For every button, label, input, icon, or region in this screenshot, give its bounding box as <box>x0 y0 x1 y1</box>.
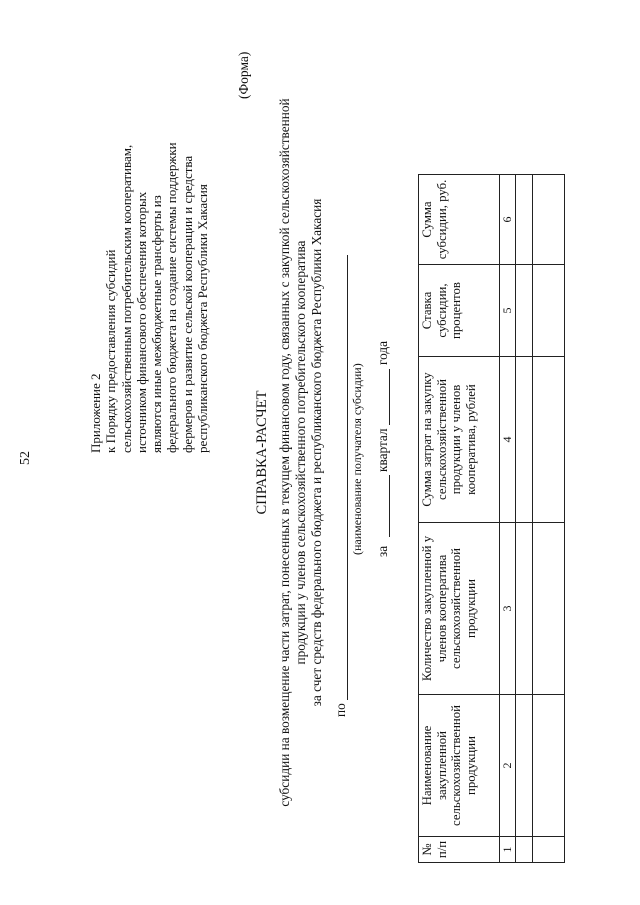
table-cell[interactable] <box>516 523 533 695</box>
header-cell: Сумма затрат на закупку сельскохозяйственной продукции у членов кооператива, рублей <box>419 357 500 523</box>
table-cell[interactable] <box>516 695 533 837</box>
appendix-line: республиканского бюджета Республики Хакасия <box>195 184 211 453</box>
table-header-row <box>419 175 500 863</box>
table-cell[interactable] <box>516 357 533 523</box>
table-cell[interactable] <box>533 523 565 695</box>
column-number: 5 <box>500 265 516 357</box>
page-number: 52 <box>18 451 33 465</box>
period-prefix: за <box>375 545 390 557</box>
recipient-caption: (наименование получателя субсидии) <box>350 363 364 555</box>
column-number: 2 <box>500 695 516 837</box>
form-label: (Форма) <box>236 51 251 99</box>
table-row <box>516 175 533 863</box>
table-number-row <box>500 175 516 863</box>
subtitle-line: продукции у членов сельскохозяйственного потребительского кооператива <box>293 240 308 665</box>
subtitle-line: за счет средств федерального бюджета и республиканского бюджета Республики Хакасия <box>309 198 324 707</box>
appendix-line: являются иные межбюджетные трансферты из <box>149 195 165 453</box>
column-number: 6 <box>500 175 516 265</box>
header-cell: Количество закупленной у членов кооператива сельскохозяйственной продукции <box>419 523 500 695</box>
column-number: 3 <box>500 523 516 695</box>
appendix-line: федерального бюджета на создание системы поддержки <box>164 142 180 453</box>
appendix-line: источником финансового обеспечения которых <box>133 191 149 453</box>
recipient-prefix: по <box>333 703 348 717</box>
appendix-line: сельскохозяйственным потребительским кооперативам, <box>118 144 134 453</box>
column-number: 4 <box>500 357 516 523</box>
header-cell: Наименование закупленной сельскохозяйственной продукции <box>419 695 500 837</box>
recipient-fill-line[interactable] <box>347 255 348 700</box>
table-cell[interactable] <box>516 265 533 357</box>
subtitle-line: субсидии на возмещение части затрат, понесенных в текущем финансовом году, связанных с закупкой сельскохозяйственной <box>277 98 292 807</box>
appendix-block <box>88 142 210 453</box>
table-cell[interactable] <box>516 175 533 265</box>
table-cell[interactable] <box>516 837 533 863</box>
year-fill-line[interactable] <box>389 369 390 425</box>
quarter-fill-line[interactable] <box>389 475 390 537</box>
year-label: года <box>375 340 390 365</box>
header-cell: № п/п <box>419 837 500 863</box>
table-cell[interactable] <box>533 695 565 837</box>
table-cell[interactable] <box>533 357 565 523</box>
table-cell[interactable] <box>533 837 565 863</box>
appendix-line: фермеров и развитие сельской кооперации и средства <box>179 155 195 453</box>
header-cell: Сумма субсидии, руб. <box>419 175 500 265</box>
table-cell[interactable] <box>533 175 565 265</box>
appendix-line: Приложение 2 <box>88 373 103 453</box>
subsidy-table <box>418 174 565 863</box>
column-number: 1 <box>500 837 516 863</box>
table-row <box>533 175 565 863</box>
quarter-label: квартал <box>375 428 390 472</box>
document-title: СПРАВКА-РАСЧЕТ <box>254 390 270 515</box>
table-cell[interactable] <box>533 265 565 357</box>
appendix-line: к Порядку предоставления субсидий <box>103 249 119 453</box>
header-cell: Ставка субсидии, процентов <box>419 265 500 357</box>
